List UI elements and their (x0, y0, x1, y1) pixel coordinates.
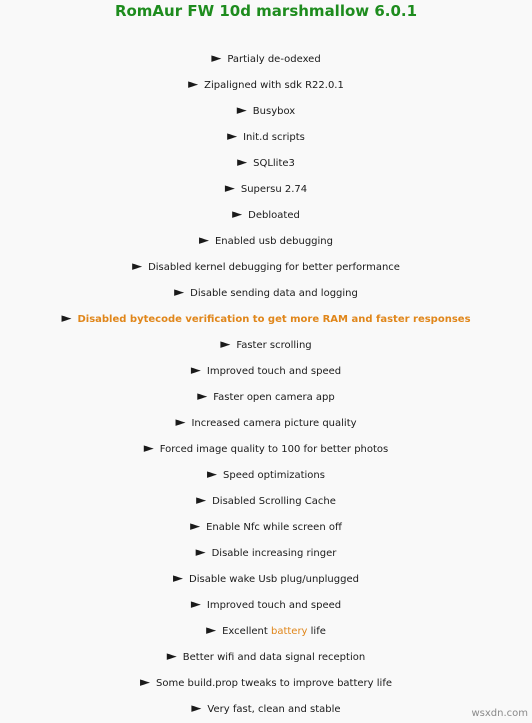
arrow-icon: ► (61, 311, 72, 326)
feature-item (0, 46, 532, 72)
feature-text: Partialy de-odexed (227, 54, 321, 65)
arrow-icon: ► (190, 519, 201, 534)
feature-item (0, 696, 532, 722)
arrow-icon: ► (207, 467, 218, 482)
feature-item (0, 254, 532, 280)
arrow-icon: ► (237, 155, 248, 170)
feature-list (0, 46, 532, 722)
feature-text: Forced image quality to 100 for better photos (159, 444, 389, 455)
feature-item (0, 202, 532, 228)
feature-item (0, 592, 532, 618)
feature-item (0, 670, 532, 696)
feature-text: Supersu 2.74 (240, 184, 308, 195)
feature-item (0, 488, 532, 514)
page-title: RomAur FW 10d marshmallow 6.0.1 (114, 2, 418, 20)
feature-item (0, 306, 532, 332)
arrow-icon: ► (139, 675, 150, 690)
feature-item (0, 384, 532, 410)
arrow-icon: ► (224, 181, 235, 196)
feature-text-suffix: life (307, 626, 326, 637)
feature-item (0, 228, 532, 254)
arrow-icon: ► (227, 129, 238, 144)
feature-item (0, 436, 532, 462)
arrow-icon: ► (196, 493, 207, 508)
arrow-icon: ► (166, 649, 177, 664)
feature-text-prefix: Excellent (222, 626, 271, 637)
arrow-icon: ► (206, 623, 217, 638)
feature-text: Zipaligned with sdk R22.0.1 (204, 80, 344, 91)
watermark: wsxdn.com (471, 708, 528, 719)
feature-text: Faster scrolling (236, 340, 312, 351)
feature-text: Disabled bytecode verification to get more RAM and faster responses (77, 314, 471, 325)
arrow-icon: ► (195, 545, 206, 560)
arrow-icon: ► (190, 363, 201, 378)
feature-text: SQLlite3 (253, 158, 295, 169)
feature-item (0, 618, 532, 644)
feature-text: Disable increasing ringer (211, 548, 337, 559)
feature-text: Disable wake Usb plug/unplugged (189, 574, 359, 585)
arrow-icon: ► (188, 77, 199, 92)
arrow-icon: ► (173, 571, 184, 586)
feature-text: Better wifi and data signal reception (182, 652, 366, 663)
feature-text: Debloated (248, 210, 300, 221)
arrow-icon: ► (175, 415, 186, 430)
feature-item (0, 410, 532, 436)
feature-text: Faster open camera app (213, 392, 335, 403)
arrow-icon: ► (143, 441, 154, 456)
feature-item (0, 358, 532, 384)
feature-text: Increased camera picture quality (191, 418, 357, 429)
arrow-icon: ► (190, 597, 201, 612)
arrow-icon: ► (198, 233, 209, 248)
feature-text: Init.d scripts (243, 132, 305, 143)
arrow-icon: ► (220, 337, 231, 352)
feature-text: Some build.prop tweaks to improve battery life (155, 678, 392, 689)
feature-text-highlight: battery (270, 626, 308, 637)
arrow-icon: ► (132, 259, 143, 274)
feature-text: Busybox (252, 106, 296, 117)
feature-text: Disabled kernel debugging for better performance (148, 262, 400, 273)
arrow-icon: ► (174, 285, 185, 300)
feature-item (0, 150, 532, 176)
feature-text: Improved touch and speed (206, 600, 342, 611)
arrow-icon: ► (236, 103, 247, 118)
feature-item (0, 124, 532, 150)
arrow-icon: ► (191, 701, 202, 716)
feature-item (0, 644, 532, 670)
feature-text: Enabled usb debugging (214, 236, 333, 247)
arrow-icon: ► (197, 389, 208, 404)
feature-item (0, 176, 532, 202)
feature-text: Improved touch and speed (206, 366, 342, 377)
feature-text: Disable sending data and logging (190, 288, 358, 299)
feature-text: Enable Nfc while screen off (206, 522, 342, 533)
feature-item (0, 332, 532, 358)
arrow-icon: ► (232, 207, 243, 222)
feature-item (0, 462, 532, 488)
feature-item (0, 540, 532, 566)
feature-text: Disabled Scrolling Cache (212, 496, 336, 507)
feature-item (0, 280, 532, 306)
feature-text: Very fast, clean and stable (207, 704, 341, 715)
feature-item (0, 514, 532, 540)
feature-item (0, 566, 532, 592)
arrow-icon: ► (211, 51, 222, 66)
feature-text: Speed optimizations (223, 470, 325, 481)
feature-item (0, 98, 532, 124)
feature-item (0, 72, 532, 98)
